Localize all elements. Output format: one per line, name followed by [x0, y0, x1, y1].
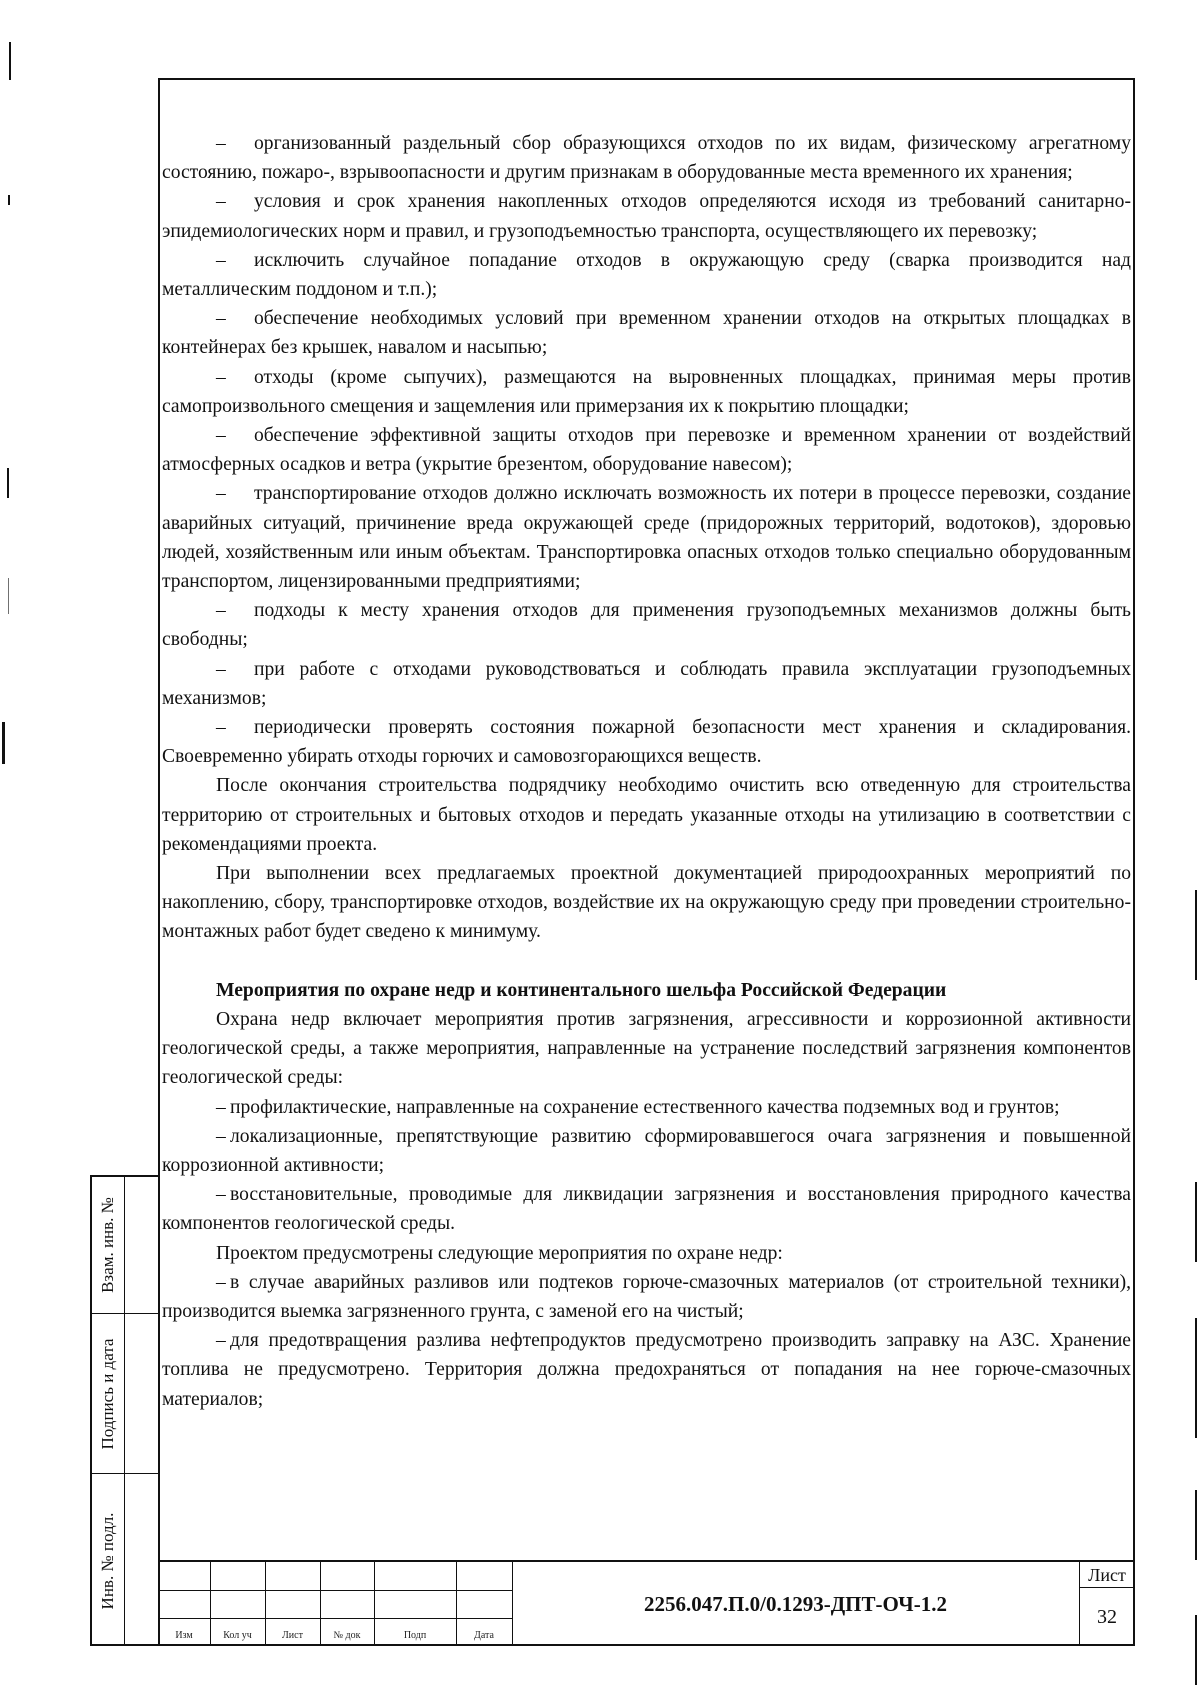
dash-marker: –	[216, 191, 226, 213]
scan-artifact	[1195, 1182, 1197, 1262]
dash-marker: –	[216, 308, 226, 330]
list-item	[162, 713, 1131, 771]
label-kol-uch: Кол уч	[223, 1630, 252, 1641]
side-stamp-cell	[92, 1313, 124, 1473]
sheet-number: 32	[1097, 1605, 1117, 1628]
list-item-text: для предотвращения разлива нефтепродуктов предусмотрено производить заправку на АЗС. Хранение топлива не предусмотрено. Территория должна предохраняться от попадания на нее горюче-смазочных материалов;	[162, 1330, 1131, 1410]
label-data: Дата	[474, 1630, 494, 1641]
scan-artifact	[9, 42, 11, 80]
list-item	[162, 655, 1131, 713]
side-label-podpis: Подпись и дата	[98, 1338, 117, 1449]
list-item	[162, 363, 1131, 421]
dash-marker: –	[216, 717, 226, 739]
list-item-text: исключить случайное попадание отходов в окружающую среду (сварка производится над металлическим поддоном и т.п.);	[162, 249, 1131, 301]
list-item	[162, 1180, 1131, 1238]
label-izm: Изм	[175, 1630, 193, 1641]
side-stamp-cell	[92, 1473, 124, 1648]
list-item	[162, 129, 1131, 187]
dash-marker: –	[216, 425, 226, 447]
scan-artifact	[1195, 1490, 1197, 1560]
dash-marker: –	[216, 133, 226, 154]
dash-marker: –	[216, 600, 226, 622]
label-list: Лист	[282, 1630, 303, 1641]
dash-marker: –	[216, 658, 226, 680]
list-item-text: транспортирование отходов должно исключать возможность их потери в процессе перевозки, создание аварийных ситуаций, причинение вреда окружающей среде (придорожных территорий, водотоков), здоровью людей, хозяйственным или иным объектам. Транспортировка опасных отходов только специально оборудованным транспортом, лицензированными предприятиями;	[162, 483, 1131, 593]
dash-marker: –	[216, 483, 226, 505]
project-measures-list	[162, 1268, 1131, 1414]
list-item	[162, 1093, 1131, 1122]
document-number: 2256.047.П.0/0.1293-ДПТ-ОЧ-1.2	[644, 1591, 947, 1616]
side-stamp-cell	[125, 1473, 160, 1648]
side-label-vzam: Взам. инв. №	[98, 1197, 117, 1293]
paragraph: При выполнении всех предлагаемых проектной документацией природоохранных мероприятий по накоплению, сбору, транспортировке отходов, воздействие их на окружающую среду при проведении строительно-монтажных работ будет сведено к минимуму.	[162, 863, 1131, 943]
list-item	[162, 596, 1131, 654]
subsoil-measures-list	[162, 1093, 1131, 1239]
list-item-text: обеспечение эффективной защиты отходов при перевозке и временном хранении от воздействий атмосферных осадков и ветра (укрытие брезентом, оборудование навесом);	[162, 425, 1131, 476]
paragraph: Проектом предусмотрены следующие мероприятия по охране недр:	[216, 1242, 783, 1264]
scan-artifact	[8, 195, 10, 205]
list-item	[162, 304, 1131, 362]
side-stamp-label-column	[92, 1177, 125, 1644]
list-item-text: отходы (кроме сыпучих), размещаются на выровненных площадках, принимая меры против самопроизвольного смещения и защемления или примерзания их к покрытию площадки;	[162, 366, 1131, 417]
list-item-text: организованный раздельный сбор образующихся отходов по их видам, физическому агрегатному состоянию, пожаро-, взрывоопасности и другим признакам в оборудованные места временного их хранения;	[162, 133, 1131, 184]
list-item	[162, 187, 1131, 245]
scan-artifact	[1195, 890, 1197, 980]
list-item	[162, 1326, 1131, 1414]
list-item-text: восстановительные, проводимые для ликвидации загрязнения и восстановления природного качества компонентов геологической среды.	[162, 1184, 1131, 1235]
list-item-text: условия и срок хранения накопленных отходов определяются исходя из требований санитарно-эпидемиологических норм и правил, и грузоподъемностью транспорта, осуществляющего их перевозку;	[162, 191, 1131, 242]
title-block-row-line	[158, 1590, 512, 1591]
dash-marker: –	[216, 1184, 226, 1206]
scan-artifact	[7, 468, 9, 498]
list-item-text: при работе с отходами руководствоваться и соблюдать правила эксплуатации грузоподъемных механизмов;	[162, 658, 1131, 709]
list-item-text: подходы к месту хранения отходов для применения грузоподъемных механизмов должны быть свободны;	[162, 600, 1131, 651]
list-item-text: профилактические, направленные на сохранение естественного качества подземных вод и грунтов;	[230, 1096, 1060, 1118]
list-item-text: периодически проверять состояния пожарной безопасности мест хранения и складирования. Своевременно убирать отходы горючих и самовозгорающихся веществ.	[162, 717, 1131, 768]
list-item-text: локализационные, препятствующие развитию сформировавшегося очага загрязнения и повышенной коррозионной активности;	[162, 1125, 1131, 1176]
document-body	[162, 129, 1131, 1414]
list-item	[162, 479, 1131, 596]
scan-artifact	[1195, 1318, 1197, 1438]
side-stamp	[90, 1175, 158, 1646]
dash-marker: –	[216, 249, 226, 271]
dash-marker: –	[216, 1125, 226, 1147]
side-stamp-cell	[92, 1177, 124, 1313]
scan-artifact	[8, 578, 9, 614]
sheet-label: Лист	[1079, 1562, 1135, 1588]
dash-marker: –	[216, 1271, 226, 1293]
list-item	[162, 1268, 1131, 1326]
scan-artifact	[2, 722, 5, 764]
list-item	[162, 421, 1131, 479]
section-heading: Мероприятия по охране недр и континентального шельфа Российской Федерации	[216, 979, 947, 1001]
title-block	[158, 1560, 1135, 1646]
list-item-text: в случае аварийных разливов или подтеков горюче-смазочных материалов (от строительной техники), производится выемка загрязненного грунта, с заменой его на чистый;	[162, 1271, 1131, 1322]
paragraph: Охрана недр включает мероприятия против загрязнения, агрессивности и коррозионной активности геологической среды, а также мероприятия, направленные на устранение последствий загрязнения компонентов геологической среды:	[162, 1008, 1131, 1089]
list-item	[162, 1122, 1131, 1180]
side-label-inv: Инв. № подл.	[98, 1512, 117, 1610]
side-stamp-cell	[125, 1313, 160, 1473]
title-block-row-line	[158, 1618, 512, 1619]
dash-marker: –	[216, 1096, 226, 1118]
scan-artifact	[1195, 1615, 1197, 1685]
list-item	[162, 246, 1131, 304]
side-stamp-cell	[125, 1177, 160, 1313]
list-item-text: обеспечение необходимых условий при временном хранении отходов на открытых площадках в контейнерах без крышек, навалом и насыпью;	[162, 308, 1131, 359]
label-podp: Подп	[403, 1630, 427, 1641]
side-stamp-value-column	[125, 1177, 160, 1644]
label-n-dok: № док	[333, 1630, 361, 1641]
paragraph: После окончания строительства подрядчику необходимо очистить всю отведенную для строительства территорию от строительных и бытовых отходов и передать указанные отходы на утилизацию в соответствии с рекомендациями проекта.	[162, 775, 1131, 855]
dash-marker: –	[216, 1330, 226, 1352]
dash-marker: –	[216, 366, 226, 388]
waste-measures-list	[162, 129, 1131, 771]
